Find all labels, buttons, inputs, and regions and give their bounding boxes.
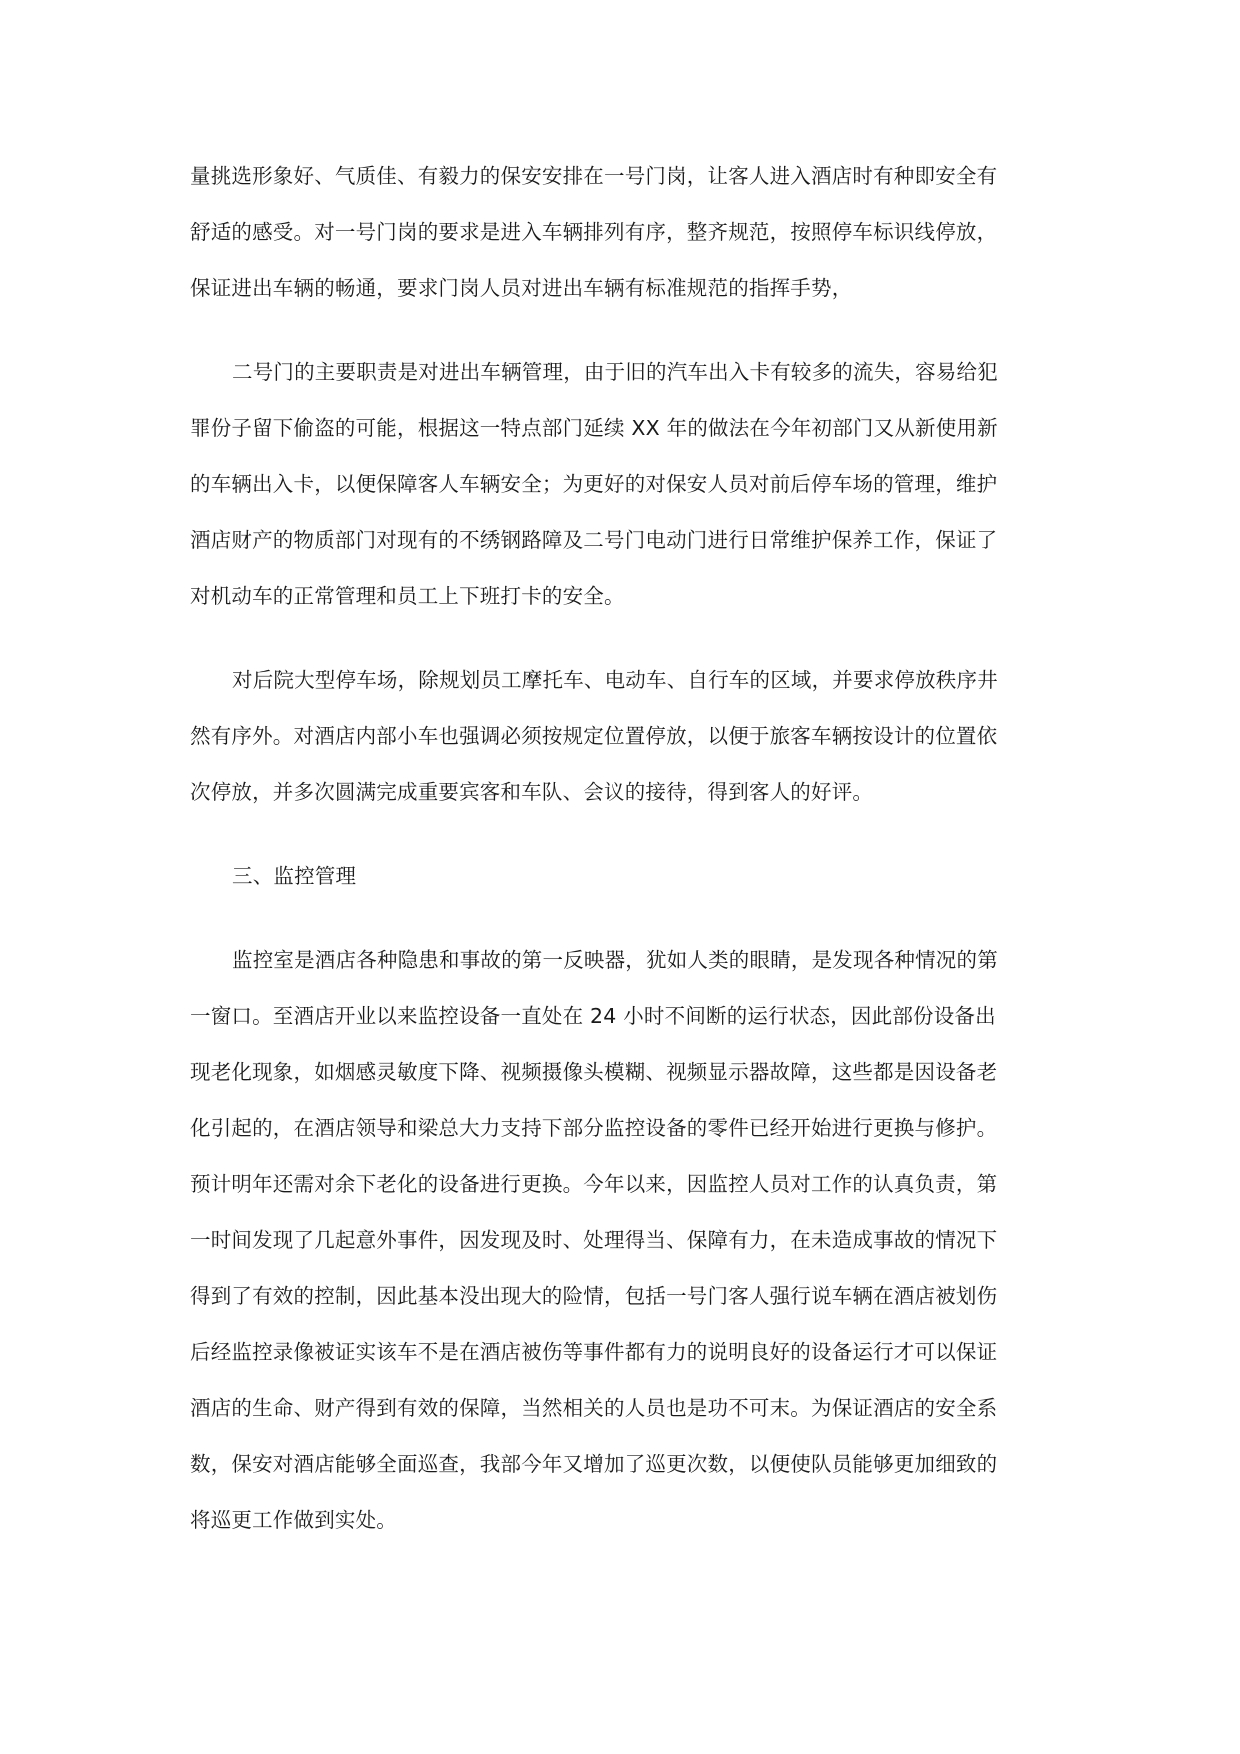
- paragraph-parking-lot: [190, 652, 1060, 820]
- text-line: 酒店财产的物质部门对现有的不绣钢路障及二号门电动门进行日常维护保养工作，保证了: [190, 528, 998, 552]
- text-line: 酒店的生命、财产得到有效的保障，当然相关的人员也是功不可末。为保证酒店的安全系: [190, 1396, 998, 1420]
- text-line: 二号门的主要职责是对进出车辆管理，由于旧的汽车出入卡有较多的流失，容易给犯: [232, 360, 998, 384]
- document-page: [190, 148, 1060, 1576]
- text-line: 次停放，并多次圆满完成重要宾客和车队、会议的接待，得到客人的好评。: [190, 780, 874, 804]
- text-line: 对机动车的正常管理和员工上下班打卡的安全。: [190, 584, 625, 608]
- text-line: 现老化现象，如烟感灵敏度下降、视频摄像头模糊、视频显示器故障，这些都是因设备老: [190, 1060, 998, 1084]
- text-line: 数，保安对酒店能够全面巡查，我部今年又增加了巡更次数，以便使队员能够更加细致的: [190, 1452, 998, 1476]
- text-line: 保证进出车辆的畅通，要求门岗人员对进出车辆有标准规范的指挥手势，: [190, 276, 853, 300]
- text-line: 的车辆出入卡，以便保障客人车辆安全；为更好的对保安人员对前后停车场的管理，维护: [190, 472, 998, 496]
- text-line: 然有序外。对酒店内部小车也强调必须按规定位置停放，以便于旅客车辆按设计的位置依: [190, 724, 998, 748]
- text-line: 化引起的，在酒店领导和梁总大力支持下部分监控设备的零件已经开始进行更换与修护。: [190, 1116, 998, 1140]
- section-heading: [190, 848, 1060, 904]
- text-line: 后经监控录像被证实该车不是在酒店被伤等事件都有力的说明良好的设备运行才可以保证: [190, 1340, 998, 1364]
- text-line: 对后院大型停车场，除规划员工摩托车、电动车、自行车的区域，并要求停放秩序井: [232, 668, 998, 692]
- paragraph-gate-two: [190, 344, 1060, 624]
- text-line: 一时间发现了几起意外事件，因发现及时、处理得当、保障有力，在未造成事故的情况下: [190, 1228, 998, 1252]
- paragraph-monitoring: [190, 932, 1060, 1548]
- text-line: 监控室是酒店各种隐患和事故的第一反映器，犹如人类的眼睛，是发现各种情况的第: [232, 948, 998, 972]
- section-heading-text: 三、监控管理: [232, 864, 357, 888]
- text-line: 预计明年还需对余下老化的设备进行更换。今年以来，因监控人员对工作的认真负责，第: [190, 1172, 998, 1196]
- text-line: 罪份子留下偷盗的可能，根据这一特点部门延续 XX 年的做法在今年初部门又从新使用新: [190, 416, 998, 440]
- text-line: 一窗口。至酒店开业以来监控设备一直处在 24 小时不间断的运行状态，因此部份设备出: [190, 1004, 996, 1028]
- paragraph-gate-one: [190, 148, 1060, 316]
- text-line: 舒适的感受。对一号门岗的要求是进入车辆排列有序，整齐规范，按照停车标识线停放，: [190, 220, 998, 244]
- text-line: 将巡更工作做到实处。: [190, 1508, 397, 1532]
- text-line: 量挑选形象好、气质佳、有毅力的保安安排在一号门岗，让客人进入酒店时有种即安全有: [190, 164, 998, 188]
- text-line: 得到了有效的控制，因此基本没出现大的险情，包括一号门客人强行说车辆在酒店被划伤: [190, 1284, 998, 1308]
